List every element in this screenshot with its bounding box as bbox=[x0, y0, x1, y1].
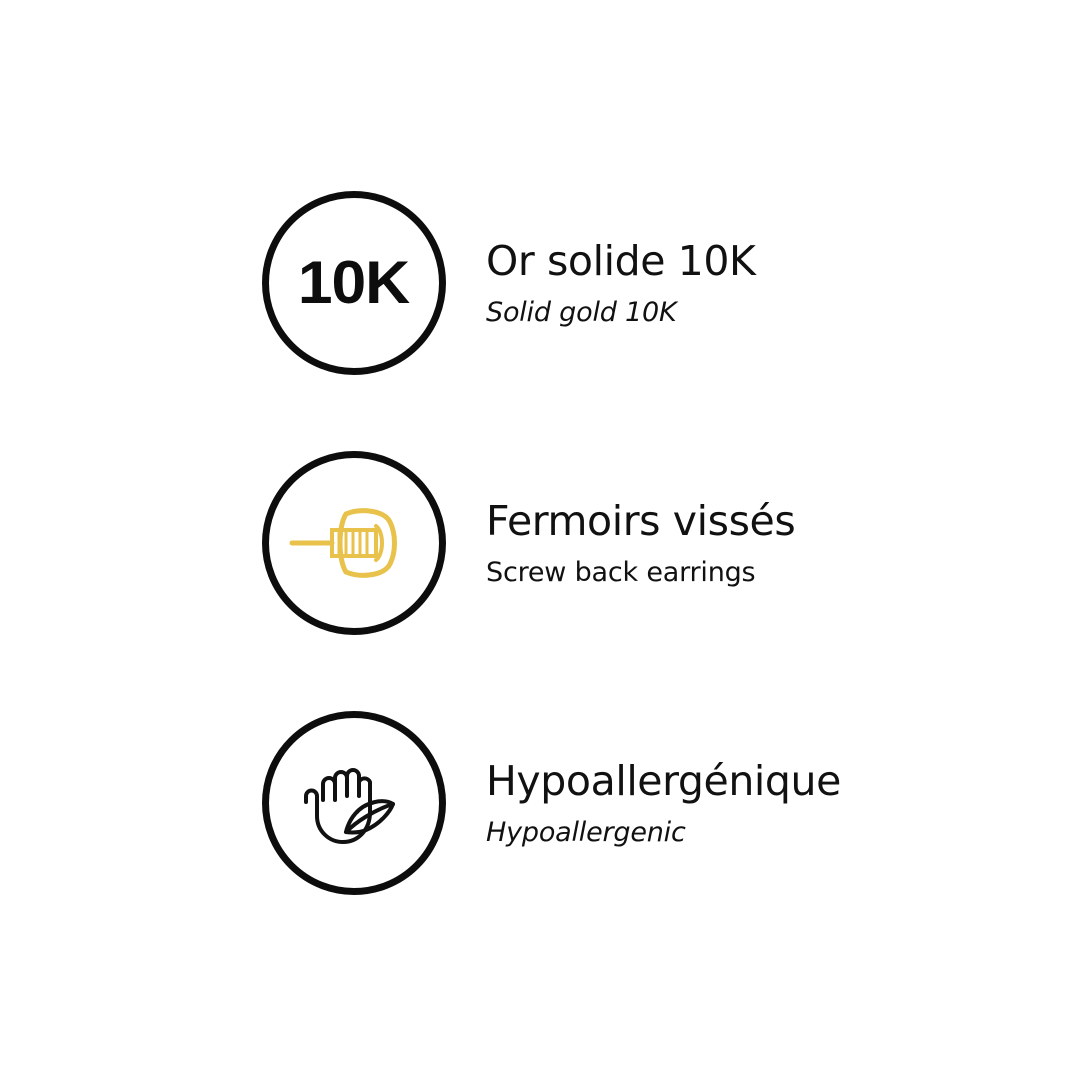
feature-title-en: Screw back earrings bbox=[486, 556, 756, 588]
screw-back-earring-icon bbox=[262, 451, 446, 635]
feature-title-en: Solid gold 10K bbox=[486, 296, 677, 328]
feature-text-block bbox=[486, 237, 756, 329]
feature-title-fr: Fermoirs vissés bbox=[486, 496, 796, 545]
feature-title-en: Hypoallergenic bbox=[486, 816, 686, 848]
feature-title-fr: Hypoallergénique bbox=[486, 756, 841, 805]
hand-with-feather-icon bbox=[262, 711, 446, 895]
feature-title-fr: Or solide 10K bbox=[486, 236, 756, 285]
feature-row bbox=[0, 191, 1080, 375]
feature-text-block bbox=[486, 497, 795, 589]
karat-10k-icon bbox=[262, 191, 446, 375]
feature-row bbox=[0, 711, 1080, 895]
feature-row bbox=[0, 451, 1080, 635]
hand-with-feather-glyph bbox=[289, 738, 419, 868]
feature-text-block bbox=[486, 757, 841, 849]
karat-10k-label: 10K bbox=[298, 249, 410, 316]
screw-back-earring-glyph bbox=[284, 488, 424, 598]
